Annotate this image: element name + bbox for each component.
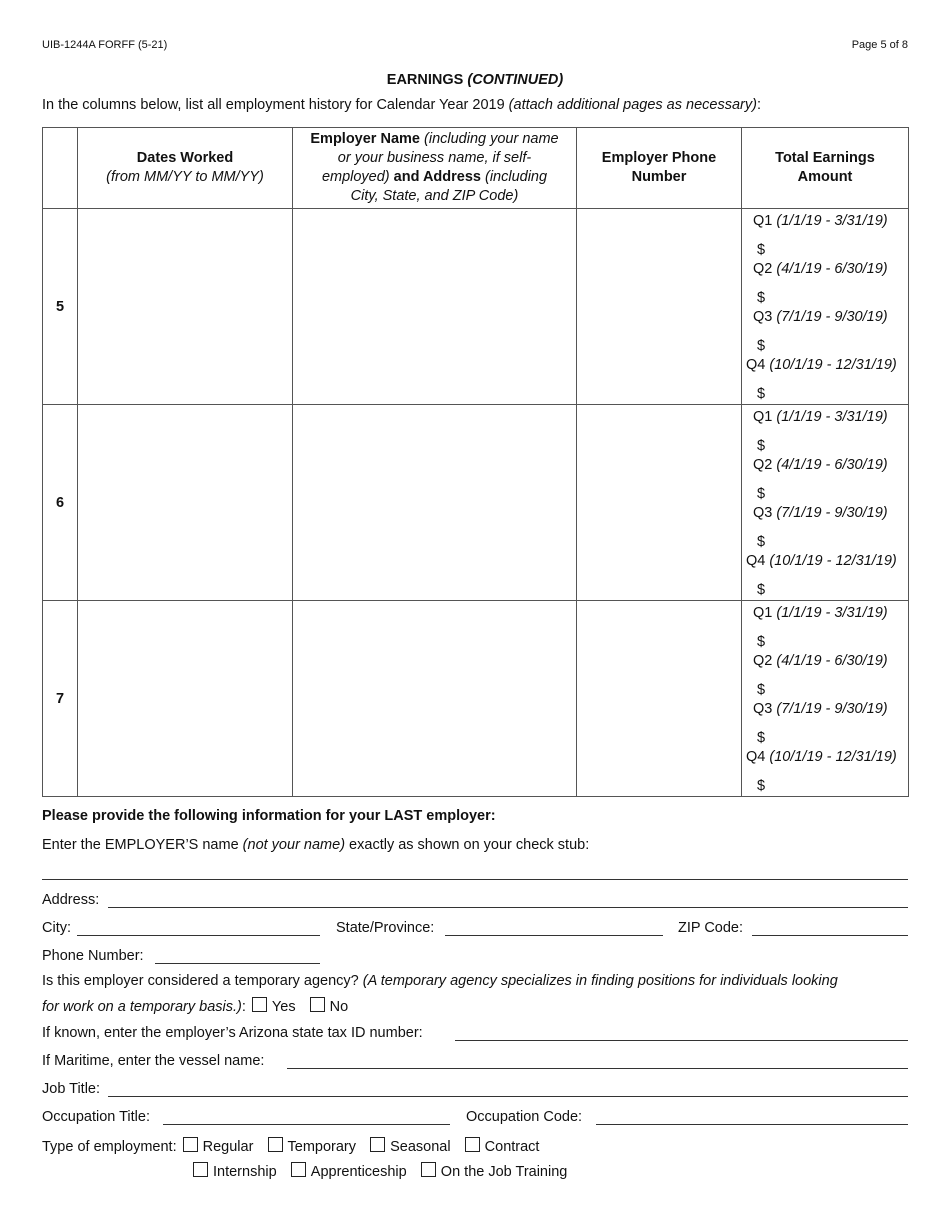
dates-label: Dates Worked — [136, 150, 234, 166]
quarter-range: (1/1/19 - 3/31/19) — [776, 605, 888, 621]
quarter-name: Q4 — [746, 553, 770, 569]
quarter-label — [753, 456, 888, 474]
quarter-label — [753, 260, 888, 278]
city-label: City: — [42, 920, 71, 936]
employer-cell[interactable] — [293, 209, 577, 405]
temp-hint-1: (A temporary agency specializes in finding positions for individuals looking — [362, 973, 838, 989]
employer-name-instruction — [42, 837, 589, 853]
type-0-checkbox[interactable] — [183, 1137, 198, 1152]
quarter-range: (7/1/19 - 9/30/19) — [776, 701, 888, 717]
quarter-name: Q4 — [746, 357, 770, 373]
emp-address-label: and Address — [389, 169, 481, 185]
quarter-range: (7/1/19 - 9/30/19) — [776, 505, 888, 521]
occupation-code-label: Occupation Code: — [466, 1109, 583, 1125]
quarter-name: Q3 — [753, 309, 777, 325]
table-row — [43, 601, 909, 797]
earnings-cell — [742, 209, 909, 405]
page-number: Page 5 of 8 — [851, 39, 908, 51]
type-label: Type of employment: — [42, 1139, 177, 1155]
employment-table — [42, 127, 909, 797]
dollar-field[interactable]: $ — [757, 778, 766, 794]
quarter-label — [753, 212, 888, 230]
quarter-name: Q2 — [753, 457, 777, 473]
occupation-title-field[interactable] — [163, 1124, 450, 1125]
title-text: EARNINGS — [386, 72, 468, 88]
quarter-label — [753, 504, 888, 522]
quarter-label — [753, 700, 888, 718]
tax-id-field[interactable] — [455, 1040, 908, 1041]
zip-field[interactable] — [752, 935, 908, 936]
quarter-name: Q1 — [753, 213, 777, 229]
quarter-label — [753, 308, 888, 326]
intro-end: : — [756, 97, 761, 113]
header-earnings: Total Earnings Amount — [742, 128, 909, 209]
quarter-label — [746, 552, 897, 570]
quarter-range: (4/1/19 - 6/30/19) — [776, 653, 888, 669]
type-6-checkbox[interactable] — [421, 1162, 436, 1177]
quarter-label — [753, 604, 888, 622]
dollar-field[interactable]: $ — [757, 582, 766, 598]
earnings-quarters — [742, 405, 908, 600]
instr-b: exactly as shown on your check stub: — [345, 837, 590, 853]
quarter-label — [746, 748, 897, 766]
earnings-cell — [742, 405, 909, 601]
temp-q: Is this employer considered a temporary agency? — [42, 973, 363, 989]
employment-type-row-2 — [191, 1162, 575, 1180]
header-employer — [293, 128, 577, 209]
type-option-label: Apprenticeship — [310, 1164, 407, 1180]
earnings-cell — [742, 601, 909, 797]
quarter-range: (10/1/19 - 12/31/19) — [769, 553, 897, 569]
header-phone: Employer Phone Number — [577, 128, 742, 209]
intro-main: In the columns below, list all employment history for Calendar Year 2019 — [42, 97, 509, 113]
dollar-field[interactable]: $ — [757, 534, 766, 550]
quarter-range: (4/1/19 - 6/30/19) — [776, 261, 888, 277]
dollar-field[interactable]: $ — [757, 634, 766, 650]
type-1-checkbox[interactable] — [268, 1137, 283, 1152]
quarter-name: Q1 — [753, 605, 777, 621]
no-label: No — [329, 999, 349, 1015]
zip-label: ZIP Code: — [678, 920, 744, 936]
temp-hint-2: for work on a temporary basis.) — [42, 999, 242, 1015]
phone-field[interactable] — [155, 963, 320, 964]
dates-worked-cell[interactable] — [78, 405, 293, 601]
table-row — [43, 405, 909, 601]
quarter-range: (1/1/19 - 3/31/19) — [776, 213, 888, 229]
title-continued: (CONTINUED) — [467, 72, 564, 88]
dollar-field[interactable]: $ — [757, 290, 766, 306]
form-id: UIB-1244A FORFF (5-21) — [42, 39, 168, 51]
type-2-checkbox[interactable] — [370, 1137, 385, 1152]
tax-id-label: If known, enter the employer’s Arizona state tax ID number: — [42, 1025, 423, 1041]
quarter-name: Q4 — [746, 749, 770, 765]
dollar-field[interactable]: $ — [757, 438, 766, 454]
no-checkbox[interactable] — [310, 997, 325, 1012]
type-option-label: On the Job Training — [440, 1164, 568, 1180]
dollar-field[interactable]: $ — [757, 242, 766, 258]
state-label: State/Province: — [336, 920, 435, 936]
city-field[interactable] — [77, 935, 320, 936]
quarter-label — [753, 652, 888, 670]
dollar-field[interactable]: $ — [757, 682, 766, 698]
section-title — [0, 72, 950, 88]
quarter-name: Q3 — [753, 701, 777, 717]
type-4-checkbox[interactable] — [193, 1162, 208, 1177]
dollar-field[interactable]: $ — [757, 386, 766, 402]
temp-agency-answer: for work on a temporary basis.): Yes No — [42, 999, 349, 1015]
type-option-label: Internship — [213, 1164, 277, 1180]
dollar-field[interactable]: $ — [757, 730, 766, 746]
quarter-range: (1/1/19 - 3/31/19) — [776, 409, 888, 425]
last-employer-heading: Please provide the following information for your LAST employer: — [42, 808, 496, 824]
intro-text — [42, 97, 761, 113]
earnings-quarters — [742, 209, 908, 404]
quarter-range: (10/1/19 - 12/31/19) — [769, 749, 897, 765]
type-3-checkbox[interactable] — [465, 1137, 480, 1152]
quarter-name: Q1 — [753, 409, 777, 425]
job-title-label: Job Title: — [42, 1081, 101, 1097]
employer-cell[interactable] — [293, 405, 577, 601]
instr-i: (not your name) — [242, 837, 346, 853]
header-number — [43, 128, 78, 209]
occupation-code-field[interactable] — [596, 1124, 908, 1125]
emp-name-label: Employer Name — [310, 131, 420, 147]
row-number: 6 — [43, 405, 78, 601]
emp-name-hint: (including your name or your business name, if self-employed) — [321, 131, 559, 185]
dates-worked-cell[interactable] — [78, 209, 293, 405]
header-dates — [78, 128, 293, 209]
temp-agency-question — [42, 973, 838, 989]
quarter-label — [753, 408, 888, 426]
dates-worked-cell[interactable] — [78, 601, 293, 797]
yes-label: Yes — [271, 999, 296, 1015]
phone-label: Phone Number: — [42, 948, 144, 964]
type-option-label: Regular — [202, 1139, 254, 1155]
state-field[interactable] — [445, 935, 663, 936]
address-field[interactable] — [108, 907, 908, 908]
quarter-range: (4/1/19 - 6/30/19) — [776, 457, 888, 473]
instr-a: Enter the EMPLOYER’S name — [42, 837, 243, 853]
row-number: 5 — [43, 209, 78, 405]
row-number: 7 — [43, 601, 78, 797]
employer-cell[interactable] — [293, 601, 577, 797]
type-option-label: Temporary — [287, 1139, 356, 1155]
intro-italic: (attach additional pages as necessary) — [508, 97, 757, 113]
table-row — [43, 209, 909, 405]
dollar-field[interactable]: $ — [757, 338, 766, 354]
occupation-title-label: Occupation Title: — [42, 1109, 150, 1125]
quarter-name: Q3 — [753, 505, 777, 521]
employment-type-row-1 — [42, 1137, 548, 1155]
yes-checkbox[interactable] — [252, 997, 267, 1012]
dollar-field[interactable]: $ — [757, 486, 766, 502]
job-title-field[interactable] — [108, 1096, 908, 1097]
type-option-label: Contract — [484, 1139, 540, 1155]
vessel-field[interactable] — [287, 1068, 908, 1069]
earnings-quarters — [742, 601, 908, 796]
type-5-checkbox[interactable] — [291, 1162, 306, 1177]
emp-address-hint: (including City, State, and ZIP Code) — [350, 169, 548, 204]
quarter-name: Q2 — [753, 261, 777, 277]
quarter-name: Q2 — [753, 653, 777, 669]
address-label: Address: — [42, 892, 100, 908]
phone-cell[interactable] — [577, 405, 742, 601]
vessel-label: If Maritime, enter the vessel name: — [42, 1053, 265, 1069]
phone-cell[interactable] — [577, 209, 742, 405]
type-option-label: Seasonal — [390, 1139, 451, 1155]
quarter-label — [746, 356, 897, 374]
dates-hint: (from MM/YY to MM/YY) — [106, 169, 264, 185]
quarter-range: (10/1/19 - 12/31/19) — [769, 357, 897, 373]
quarter-range: (7/1/19 - 9/30/19) — [776, 309, 888, 325]
phone-cell[interactable] — [577, 601, 742, 797]
employer-name-field[interactable] — [42, 879, 908, 880]
